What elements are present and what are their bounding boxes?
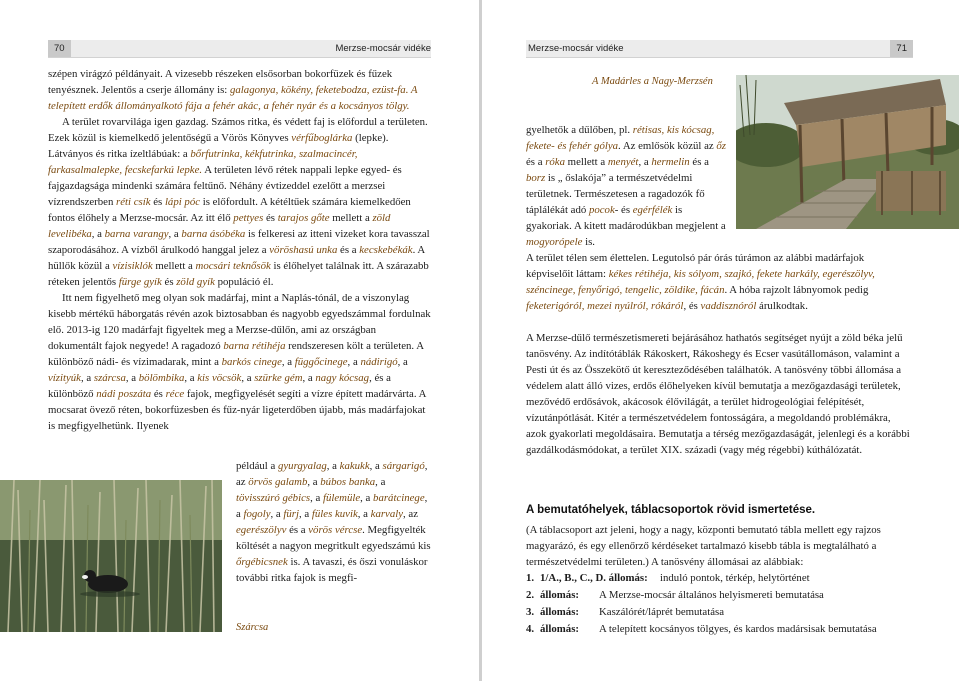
text-run: is felkeresi az itteni vizeket kora tavasszal szaporodásához. A vízből árulkodó hanggal jelez a (48, 228, 430, 256)
station-description: Kaszálórét/láprét bemutatása (599, 606, 725, 618)
station-item (526, 570, 946, 586)
running-title: Merzse-mocsár vidéke (528, 43, 624, 54)
italic-term: búbos banka (320, 476, 376, 488)
right-page-header (526, 40, 913, 58)
text-run: , és a különböző (48, 372, 391, 400)
text-run: fajok, megfigyelését segíti a vízre épített madárvárta. A mocsarat övező réten, bokorfüzesben és fűz-nyár ligeterdőben újabb, más madárfajokat is megfigyelhetünk. Ilyenek (48, 388, 426, 432)
italic-term: vízisiklók (112, 260, 153, 272)
paragraph (236, 458, 431, 586)
italic-term: bölömbika (138, 372, 185, 384)
italic-term: barátcinege (373, 492, 425, 504)
photo-caption: A Madárles a Nagy-Merzsén (592, 76, 713, 87)
right-text-block-2 (526, 330, 913, 458)
text-run: , a (347, 356, 361, 368)
text-run: és a (337, 244, 360, 256)
italic-term: örvös galamb (248, 476, 308, 488)
text-run: , a (299, 508, 312, 520)
italic-term: fogoly (243, 508, 271, 520)
station-description: A Merzse-mocsár általános helyismereti bemutatása (599, 589, 824, 601)
italic-term: vérfűboglárka (291, 132, 353, 144)
text-run: és (151, 388, 166, 400)
italic-term: feketerigóról, mezei nyúlról, rókáról (526, 300, 684, 312)
station-item (526, 621, 946, 637)
text-run: , a (80, 372, 94, 384)
text-run: A terület rovarvilága igen gazdag. Számos ritka, és védett faj is előfordul a területen. Ezek közül is kiemelkedő jelentőségű a Vörös Könyves (48, 116, 428, 144)
text-run: és a (689, 156, 709, 168)
station-key: állomás: (540, 589, 579, 601)
text-run: , és (683, 300, 701, 312)
text-run: , a (168, 228, 182, 240)
text-run: , a (369, 460, 383, 472)
station-item (526, 587, 946, 603)
paragraph (526, 122, 726, 250)
italic-term: barkós cinege (221, 356, 282, 368)
intro-paragraph (526, 522, 913, 570)
paragraph (48, 66, 431, 114)
text-run: is. A tavaszi, és őszi vonuláskor további ritka fajok is megfi- (236, 556, 428, 584)
text-run: A területen lévő rétek nappali lepke egyed- és fajgazdagsága mindenki számára feltűnő. Néhány évtizeddel ezelőtt a merzsei vízrendszerben (48, 164, 402, 208)
station-number: 1. (526, 572, 535, 584)
italic-term: őz (716, 140, 726, 152)
italic-term: pettyes (233, 212, 264, 224)
station-number: 2. (526, 589, 535, 601)
text-run: , a (638, 156, 652, 168)
italic-term: egérfélék (632, 204, 673, 216)
left-page-header (48, 40, 431, 58)
text-run: Itt nem figyelhető meg olyan sok madárfaj, mint a Naplás-tónál, de a viszonylag kisebb mértékű háborgatás révén azok biztosabban és nagyobb egyedszámmal fordulnak elő. 2013-ig 120 madárfajt figyeltek meg a Merzse-dűlőn, ami az országban dokumentált fajok negyede! A ragadozó (48, 292, 431, 352)
station-number: 4. (526, 623, 535, 635)
italic-term: hermelin (651, 156, 690, 168)
text-run: , a (236, 492, 428, 520)
station-key: állomás: (540, 606, 579, 618)
text-run: , a (184, 372, 198, 384)
italic-term: sárgarigó (382, 460, 425, 472)
italic-term: fülemüle (322, 492, 361, 504)
paragraph (48, 290, 431, 434)
italic-term: barna ásóbéka (181, 228, 246, 240)
paragraph: A Merzse-dűlő természetismereti bejárásához hathatós segítséget nyújt a zöld béka jelű tanösvény. Az indítótáblák Rákoskert, Rákoshegy és Ecser vasútállomáson, valamint a Pesti út és az Összekötő út kereszteződésében találhatók. A tanösvény többi állomása a védelem alatt álló vizes, erdős élőhelyeken kívül bemutatja a mezőgazdasági területek, mezővédő erdősávok, akácosok élővilágát, a terület hidrogeológiai felépítését, vízutánpótlását. Kitér a természetvédelem fontosságára, a megoldandó problémákra, azok gyakorlati megoldásaira. Bemutatja a térség mezőgazdaságát, jelenlegi és a korábbi gazdálkodásmódokat, a terület XIX. századi (vagy még régebbi) kúthálózatát. (526, 332, 910, 456)
text-run: , az (403, 508, 419, 520)
italic-term: szárcsa (93, 372, 126, 384)
text-run: populáció él. (214, 276, 274, 288)
italic-term: kecskebékák (359, 244, 413, 256)
photo-caption: Szárcsa (236, 622, 269, 633)
station-description: induló pontok, térkép, helytörténet (660, 572, 810, 584)
text-run: , a (302, 372, 316, 384)
italic-term: pocok (588, 204, 615, 216)
italic-term: zöld gyík (176, 276, 215, 288)
left-text-block (48, 66, 431, 434)
italic-term: bőrfutrinka, kékfutrinka, szalmacincér, farkasalmalepke, fecskefarkú lepke. (48, 148, 358, 176)
italic-term: szürke gém (254, 372, 303, 384)
italic-term: tövisszúró gébics (236, 492, 311, 504)
text-run: . A hüllők közül a (48, 244, 425, 272)
italic-term: lápi póc (164, 196, 201, 208)
right-text-block (526, 250, 913, 314)
text-run: gyelhetők a dűlőben, pl. (526, 124, 633, 136)
italic-term: vörös vércse (308, 524, 363, 536)
text-run: , a (397, 356, 408, 368)
station-description: A telepített kocsányos tölgyes, és kardos madársisak bemutatása (599, 623, 877, 635)
italic-term: tarajos gőte (277, 212, 330, 224)
italic-term: függőcinege (294, 356, 348, 368)
italic-term: vaddisznóról (700, 300, 757, 312)
text-run: , a (241, 372, 255, 384)
italic-term: rétisas, kis kócsag, fekete- és fehér gólya (526, 124, 715, 152)
text-run: szépen virágzó példányait. A vizesebb részeken elsősorban bokorfüzek és fűzek tenyésznek. Jelentős a cserje állomány is: (48, 68, 393, 96)
right-text-wrap-block (526, 122, 726, 250)
italic-term: kékes rétihéja, kis sólyom, szajkó, fekete harkály, egerészölyv, széncinege, fenyőrigó, tengelic, zöldike, fácán (526, 268, 875, 296)
text-run: és a (286, 524, 309, 536)
text-run: és a (526, 156, 546, 168)
italic-term: borz (526, 172, 546, 184)
italic-term: mogyorópele (526, 236, 583, 248)
station-key: 1/A., B., C., D. állomás: (540, 572, 648, 584)
text-run: árulkodtak. (756, 300, 808, 312)
text-run: - és (614, 204, 633, 216)
page-number: 71 (890, 40, 913, 57)
paragraph: (A táblacsoport azt jeleni, hogy a nagy, központi bemutató tábla mellett egy rajzos magyarázó, és egy ellenőrző kérdéseket tartalmazó kisebb tábla is megtalálható a természetvédelmi területen.) A tanösvény állomásai az alábbiak: (526, 524, 881, 568)
italic-term: barna varangy (104, 228, 169, 240)
page-number: 70 (48, 40, 71, 57)
text-run: , a (281, 356, 295, 368)
italic-term: karvaly (370, 508, 404, 520)
station-number: 3. (526, 606, 535, 618)
italic-term: zöld levelibéka (48, 212, 391, 240)
left-page (0, 0, 479, 681)
station-item (526, 604, 946, 620)
text-run: , az (236, 460, 428, 488)
italic-term: nádirigó (360, 356, 398, 368)
text-run: . Az emlősök közül az (618, 140, 717, 152)
right-page (482, 0, 960, 681)
text-run: , a (360, 492, 374, 504)
text-run: (lepke). Látványos és ritka ízeltlábúak: a (48, 132, 389, 160)
text-run: is „ őslakója” a természetvédelmi területnek. Természetesen a ragadozók fő táplálékát adó (526, 172, 705, 216)
italic-term: füles kuvik (311, 508, 358, 520)
text-run: , a (91, 228, 105, 240)
text-run: és (161, 276, 177, 288)
italic-term: vöröshasú unka (269, 244, 338, 256)
text-run: is gyakoriak. A kitett madárodúkban megjelent a (526, 204, 726, 232)
italic-term: kakukk (339, 460, 370, 472)
italic-term: őrgébicsnek (236, 556, 288, 568)
italic-term: réti csík (116, 196, 151, 208)
bird-hide-photo (736, 75, 959, 229)
italic-term: menyét (607, 156, 639, 168)
text-run: is előfordult. A kétéltűek számára kiemelkedően fontos élőhely a Merzse-mocsár. Az itt élő (48, 196, 411, 224)
text-run: és (150, 196, 165, 208)
text-run: például a (236, 460, 278, 472)
text-run: , a (307, 476, 321, 488)
text-run: mellett a (329, 212, 373, 224)
italic-term: vízityúk (48, 372, 81, 384)
text-run: is élőhelyet találnak itt. A szárazabb réteken jelentős (48, 260, 429, 288)
italic-term: kis vöcsök (197, 372, 242, 384)
paragraph (526, 250, 913, 314)
coot-photo (0, 480, 222, 632)
italic-term: fürge gyík (118, 276, 162, 288)
text-run: , a (270, 508, 284, 520)
italic-term: róka (545, 156, 565, 168)
text-run: , a (310, 492, 323, 504)
text-run: , a (326, 460, 340, 472)
text-run: rendszeresen költ a területen. A különböző nádi- és vízimadarak, mint a (48, 340, 424, 368)
text-run: mellett a (152, 260, 196, 272)
left-text-wrap-block (236, 458, 431, 586)
italic-term: réce (165, 388, 185, 400)
italic-term: fürj (283, 508, 299, 520)
text-run: mellett a (564, 156, 608, 168)
text-run: . A hóba rajzolt lábnyomok pedig (724, 284, 869, 296)
italic-term: egerészölyv (236, 524, 287, 536)
text-run: A terület télen sem élettelen. Legutolsó pár órás túrámon az alábbi madárfajok képviselőit láttam: (526, 252, 865, 280)
italic-term: galagonya, kökény, feketebodza, ezüst-fa. A telepített erdők állományalkotó fája a fehér akác, a fehér nyár és a kocsányos tölgy. (48, 84, 418, 112)
text-run: és (263, 212, 278, 224)
section-heading: A bemutatóhelyek, táblacsoportok rövid ismertetése. (526, 504, 816, 516)
stations-list (526, 570, 946, 640)
italic-term: nádi poszáta (96, 388, 152, 400)
running-title: Merzse-mocsár vidéke (335, 43, 431, 54)
text-run: , a (375, 476, 386, 488)
text-run: , a (357, 508, 371, 520)
paragraph (48, 114, 431, 290)
italic-term: gyurgyalag (277, 460, 327, 472)
text-run: is. (582, 236, 595, 248)
italic-term: nagy kócsag (315, 372, 370, 384)
italic-term: mocsári teknősök (195, 260, 271, 272)
station-key: állomás: (540, 623, 579, 635)
italic-term: barna rétihéja (223, 340, 286, 352)
text-run: . Megfigyelték költését a nagyon megritkult egyedszámú kis (236, 524, 431, 552)
text-run: , a (125, 372, 139, 384)
